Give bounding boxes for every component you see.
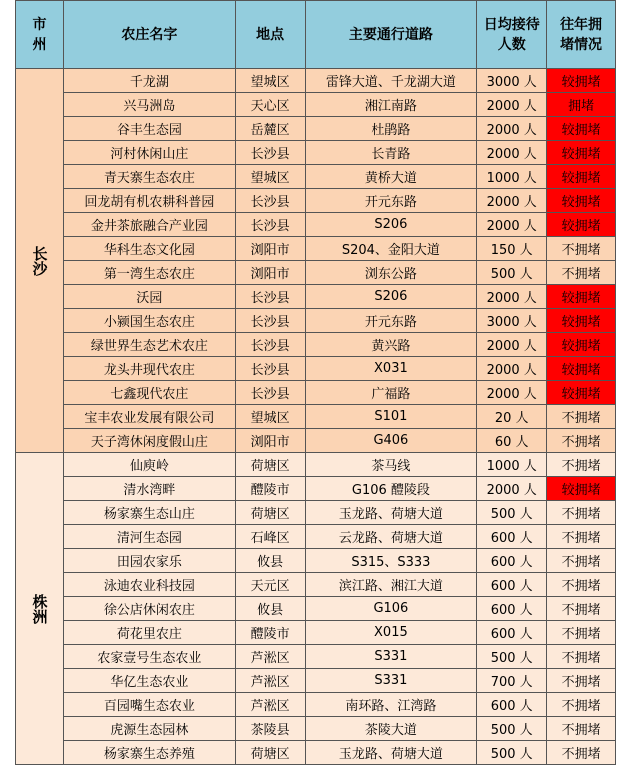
visitors-cell: 2000 人	[477, 477, 547, 501]
location-cell: 浏阳市	[235, 261, 305, 285]
road-cell: X015	[305, 621, 477, 645]
congestion-cell: 不拥堵	[547, 549, 616, 573]
farm-name-cell: 谷丰生态园	[63, 117, 235, 141]
table-row	[16, 645, 616, 669]
farm-name-cell: 虎源生态园林	[63, 717, 235, 741]
road-cell: 滨江路、湘江大道	[305, 573, 477, 597]
congestion-cell: 较拥堵	[547, 309, 616, 333]
location-cell: 长沙县	[235, 357, 305, 381]
farm-name-cell: 青天寨生态农庄	[63, 165, 235, 189]
farm-name-cell: 杨家寨生态山庄	[63, 501, 235, 525]
road-cell: 茶马线	[305, 453, 477, 477]
table-row	[16, 429, 616, 453]
location-cell: 长沙县	[235, 213, 305, 237]
farm-name-cell: 仙庾岭	[63, 453, 235, 477]
farm-name-cell: 泳迪农业科技园	[63, 573, 235, 597]
farm-name-cell: 金井茶旅融合产业园	[63, 213, 235, 237]
road-cell: 茶陵大道	[305, 717, 477, 741]
table-row	[16, 741, 616, 765]
visitors-cell: 1000 人	[477, 453, 547, 477]
road-cell: 玉龙路、荷塘大道	[305, 501, 477, 525]
farm-name-cell: 河村休闲山庄	[63, 141, 235, 165]
congestion-cell: 较拥堵	[547, 69, 616, 93]
farm-name-cell: 小颍国生态农庄	[63, 309, 235, 333]
table-row	[16, 93, 616, 117]
table-row	[16, 261, 616, 285]
location-cell: 芦淞区	[235, 669, 305, 693]
location-cell: 浏阳市	[235, 237, 305, 261]
farm-name-cell: 荷花里农庄	[63, 621, 235, 645]
farm-name-cell: 宝丰农业发展有限公司	[63, 405, 235, 429]
farm-name-cell: 天子湾休闲度假山庄	[63, 429, 235, 453]
congestion-cell: 较拥堵	[547, 165, 616, 189]
location-cell: 攸县	[235, 597, 305, 621]
header-location: 地点	[235, 1, 305, 69]
farm-name-cell: 清水湾畔	[63, 477, 235, 501]
location-cell: 茶陵县	[235, 717, 305, 741]
road-cell: X031	[305, 357, 477, 381]
location-cell: 石峰区	[235, 525, 305, 549]
congestion-cell: 较拥堵	[547, 117, 616, 141]
road-cell: 开元东路	[305, 309, 477, 333]
visitors-cell: 2000 人	[477, 285, 547, 309]
table-row	[16, 189, 616, 213]
road-cell: G106 醴陵段	[305, 477, 477, 501]
visitors-cell: 2000 人	[477, 357, 547, 381]
table-row	[16, 717, 616, 741]
farm-name-cell: 华科生态文化园	[63, 237, 235, 261]
location-cell: 荷塘区	[235, 741, 305, 765]
farm-name-cell: 绿世界生态艺术农庄	[63, 333, 235, 357]
farm-name-cell: 百园嘴生态农业	[63, 693, 235, 717]
visitors-cell: 3000 人	[477, 69, 547, 93]
farm-name-cell: 华亿生态农业	[63, 669, 235, 693]
road-cell: G106	[305, 597, 477, 621]
visitors-cell: 2000 人	[477, 189, 547, 213]
table-row	[16, 237, 616, 261]
congestion-cell: 较拥堵	[547, 381, 616, 405]
city-cell: 株洲	[16, 453, 64, 765]
congestion-cell: 较拥堵	[547, 189, 616, 213]
visitors-cell: 20 人	[477, 405, 547, 429]
congestion-cell: 较拥堵	[547, 477, 616, 501]
road-cell: 广福路	[305, 381, 477, 405]
congestion-cell: 不拥堵	[547, 405, 616, 429]
congestion-cell: 不拥堵	[547, 597, 616, 621]
congestion-cell: 不拥堵	[547, 621, 616, 645]
visitors-cell: 600 人	[477, 549, 547, 573]
congestion-cell: 不拥堵	[547, 237, 616, 261]
congestion-cell: 不拥堵	[547, 741, 616, 765]
visitors-cell: 60 人	[477, 429, 547, 453]
location-cell: 长沙县	[235, 189, 305, 213]
table-row	[16, 669, 616, 693]
table-row	[16, 693, 616, 717]
location-cell: 长沙县	[235, 381, 305, 405]
table-row	[16, 213, 616, 237]
visitors-cell: 3000 人	[477, 309, 547, 333]
road-cell: 长青路	[305, 141, 477, 165]
table-row	[16, 525, 616, 549]
city-cell: 长沙	[16, 69, 64, 453]
table-row	[16, 285, 616, 309]
farm-name-cell: 回龙胡有机农耕科普园	[63, 189, 235, 213]
road-cell: 开元东路	[305, 189, 477, 213]
farm-name-cell: 七鑫现代农庄	[63, 381, 235, 405]
congestion-cell: 不拥堵	[547, 693, 616, 717]
visitors-cell: 2000 人	[477, 213, 547, 237]
road-cell: S206	[305, 213, 477, 237]
visitors-cell: 600 人	[477, 597, 547, 621]
road-cell: 黄兴路	[305, 333, 477, 357]
road-cell: 南环路、江湾路	[305, 693, 477, 717]
congestion-cell: 不拥堵	[547, 645, 616, 669]
farm-name-cell: 第一湾生态农庄	[63, 261, 235, 285]
table-row	[16, 117, 616, 141]
location-cell: 天心区	[235, 93, 305, 117]
visitors-cell: 500 人	[477, 741, 547, 765]
congestion-cell: 不拥堵	[547, 501, 616, 525]
farm-name-cell: 沃园	[63, 285, 235, 309]
header-road: 主要通行道路	[305, 1, 477, 69]
location-cell: 醴陵市	[235, 621, 305, 645]
table-row	[16, 549, 616, 573]
farm-name-cell: 杨家寨生态养殖	[63, 741, 235, 765]
visitors-cell: 600 人	[477, 693, 547, 717]
table-row	[16, 477, 616, 501]
road-cell: 云龙路、荷塘大道	[305, 525, 477, 549]
road-cell: G406	[305, 429, 477, 453]
table-row	[16, 573, 616, 597]
location-cell: 望城区	[235, 405, 305, 429]
location-cell: 长沙县	[235, 333, 305, 357]
visitors-cell: 700 人	[477, 669, 547, 693]
farm-name-cell: 田园农家乐	[63, 549, 235, 573]
visitors-cell: 2000 人	[477, 117, 547, 141]
congestion-cell: 较拥堵	[547, 141, 616, 165]
location-cell: 长沙县	[235, 285, 305, 309]
congestion-cell: 不拥堵	[547, 573, 616, 597]
table-row	[16, 333, 616, 357]
location-cell: 望城区	[235, 69, 305, 93]
table-row	[16, 165, 616, 189]
location-cell: 长沙县	[235, 309, 305, 333]
visitors-cell: 500 人	[477, 717, 547, 741]
road-cell: S331	[305, 645, 477, 669]
header-visitors: 日均接待人数	[477, 1, 547, 69]
visitors-cell: 600 人	[477, 525, 547, 549]
visitors-cell: 150 人	[477, 237, 547, 261]
farm-congestion-table	[15, 0, 616, 765]
location-cell: 醴陵市	[235, 477, 305, 501]
location-cell: 天元区	[235, 573, 305, 597]
visitors-cell: 500 人	[477, 261, 547, 285]
congestion-cell: 较拥堵	[547, 213, 616, 237]
location-cell: 攸县	[235, 549, 305, 573]
road-cell: 玉龙路、荷塘大道	[305, 741, 477, 765]
location-cell: 长沙县	[235, 141, 305, 165]
farm-name-cell: 清河生态园	[63, 525, 235, 549]
location-cell: 荷塘区	[235, 453, 305, 477]
table-row	[16, 357, 616, 381]
table-row	[16, 405, 616, 429]
congestion-cell: 较拥堵	[547, 333, 616, 357]
location-cell: 浏阳市	[235, 429, 305, 453]
farm-name-cell: 龙头井现代农庄	[63, 357, 235, 381]
visitors-cell: 600 人	[477, 621, 547, 645]
road-cell: 雷锋大道、千龙湖大道	[305, 69, 477, 93]
congestion-cell: 不拥堵	[547, 429, 616, 453]
road-cell: 湘江南路	[305, 93, 477, 117]
road-cell: 浏东公路	[305, 261, 477, 285]
congestion-cell: 不拥堵	[547, 453, 616, 477]
visitors-cell: 2000 人	[477, 333, 547, 357]
location-cell: 芦淞区	[235, 645, 305, 669]
location-cell: 芦淞区	[235, 693, 305, 717]
location-cell: 望城区	[235, 165, 305, 189]
farm-name-cell: 千龙湖	[63, 69, 235, 93]
road-cell: S204、金阳大道	[305, 237, 477, 261]
congestion-cell: 不拥堵	[547, 525, 616, 549]
road-cell: S101	[305, 405, 477, 429]
visitors-cell: 2000 人	[477, 93, 547, 117]
road-cell: S206	[305, 285, 477, 309]
table-row	[16, 501, 616, 525]
congestion-cell: 不拥堵	[547, 669, 616, 693]
farm-name-cell: 徐公店休闲农庄	[63, 597, 235, 621]
header-farm: 农庄名字	[63, 1, 235, 69]
location-cell: 荷塘区	[235, 501, 305, 525]
table-row	[16, 141, 616, 165]
table-row	[16, 69, 616, 93]
table-row	[16, 597, 616, 621]
road-cell: S315、S333	[305, 549, 477, 573]
road-cell: S331	[305, 669, 477, 693]
visitors-cell: 1000 人	[477, 165, 547, 189]
table-row	[16, 309, 616, 333]
header-city: 市州	[16, 1, 64, 69]
visitors-cell: 600 人	[477, 573, 547, 597]
congestion-cell: 不拥堵	[547, 261, 616, 285]
table-row	[16, 621, 616, 645]
location-cell: 岳麓区	[235, 117, 305, 141]
table-row	[16, 453, 616, 477]
visitors-cell: 2000 人	[477, 141, 547, 165]
table-body	[16, 69, 616, 765]
congestion-cell: 较拥堵	[547, 357, 616, 381]
visitors-cell: 500 人	[477, 501, 547, 525]
road-cell: 杜鹃路	[305, 117, 477, 141]
congestion-cell: 拥堵	[547, 93, 616, 117]
visitors-cell: 2000 人	[477, 381, 547, 405]
header-row	[16, 1, 616, 69]
farm-name-cell: 兴马洲岛	[63, 93, 235, 117]
farm-name-cell: 农家壹号生态农业	[63, 645, 235, 669]
visitors-cell: 500 人	[477, 645, 547, 669]
header-congestion: 往年拥堵情况	[547, 1, 616, 69]
road-cell: 黄桥大道	[305, 165, 477, 189]
congestion-cell: 不拥堵	[547, 717, 616, 741]
congestion-cell: 较拥堵	[547, 285, 616, 309]
table-row	[16, 381, 616, 405]
